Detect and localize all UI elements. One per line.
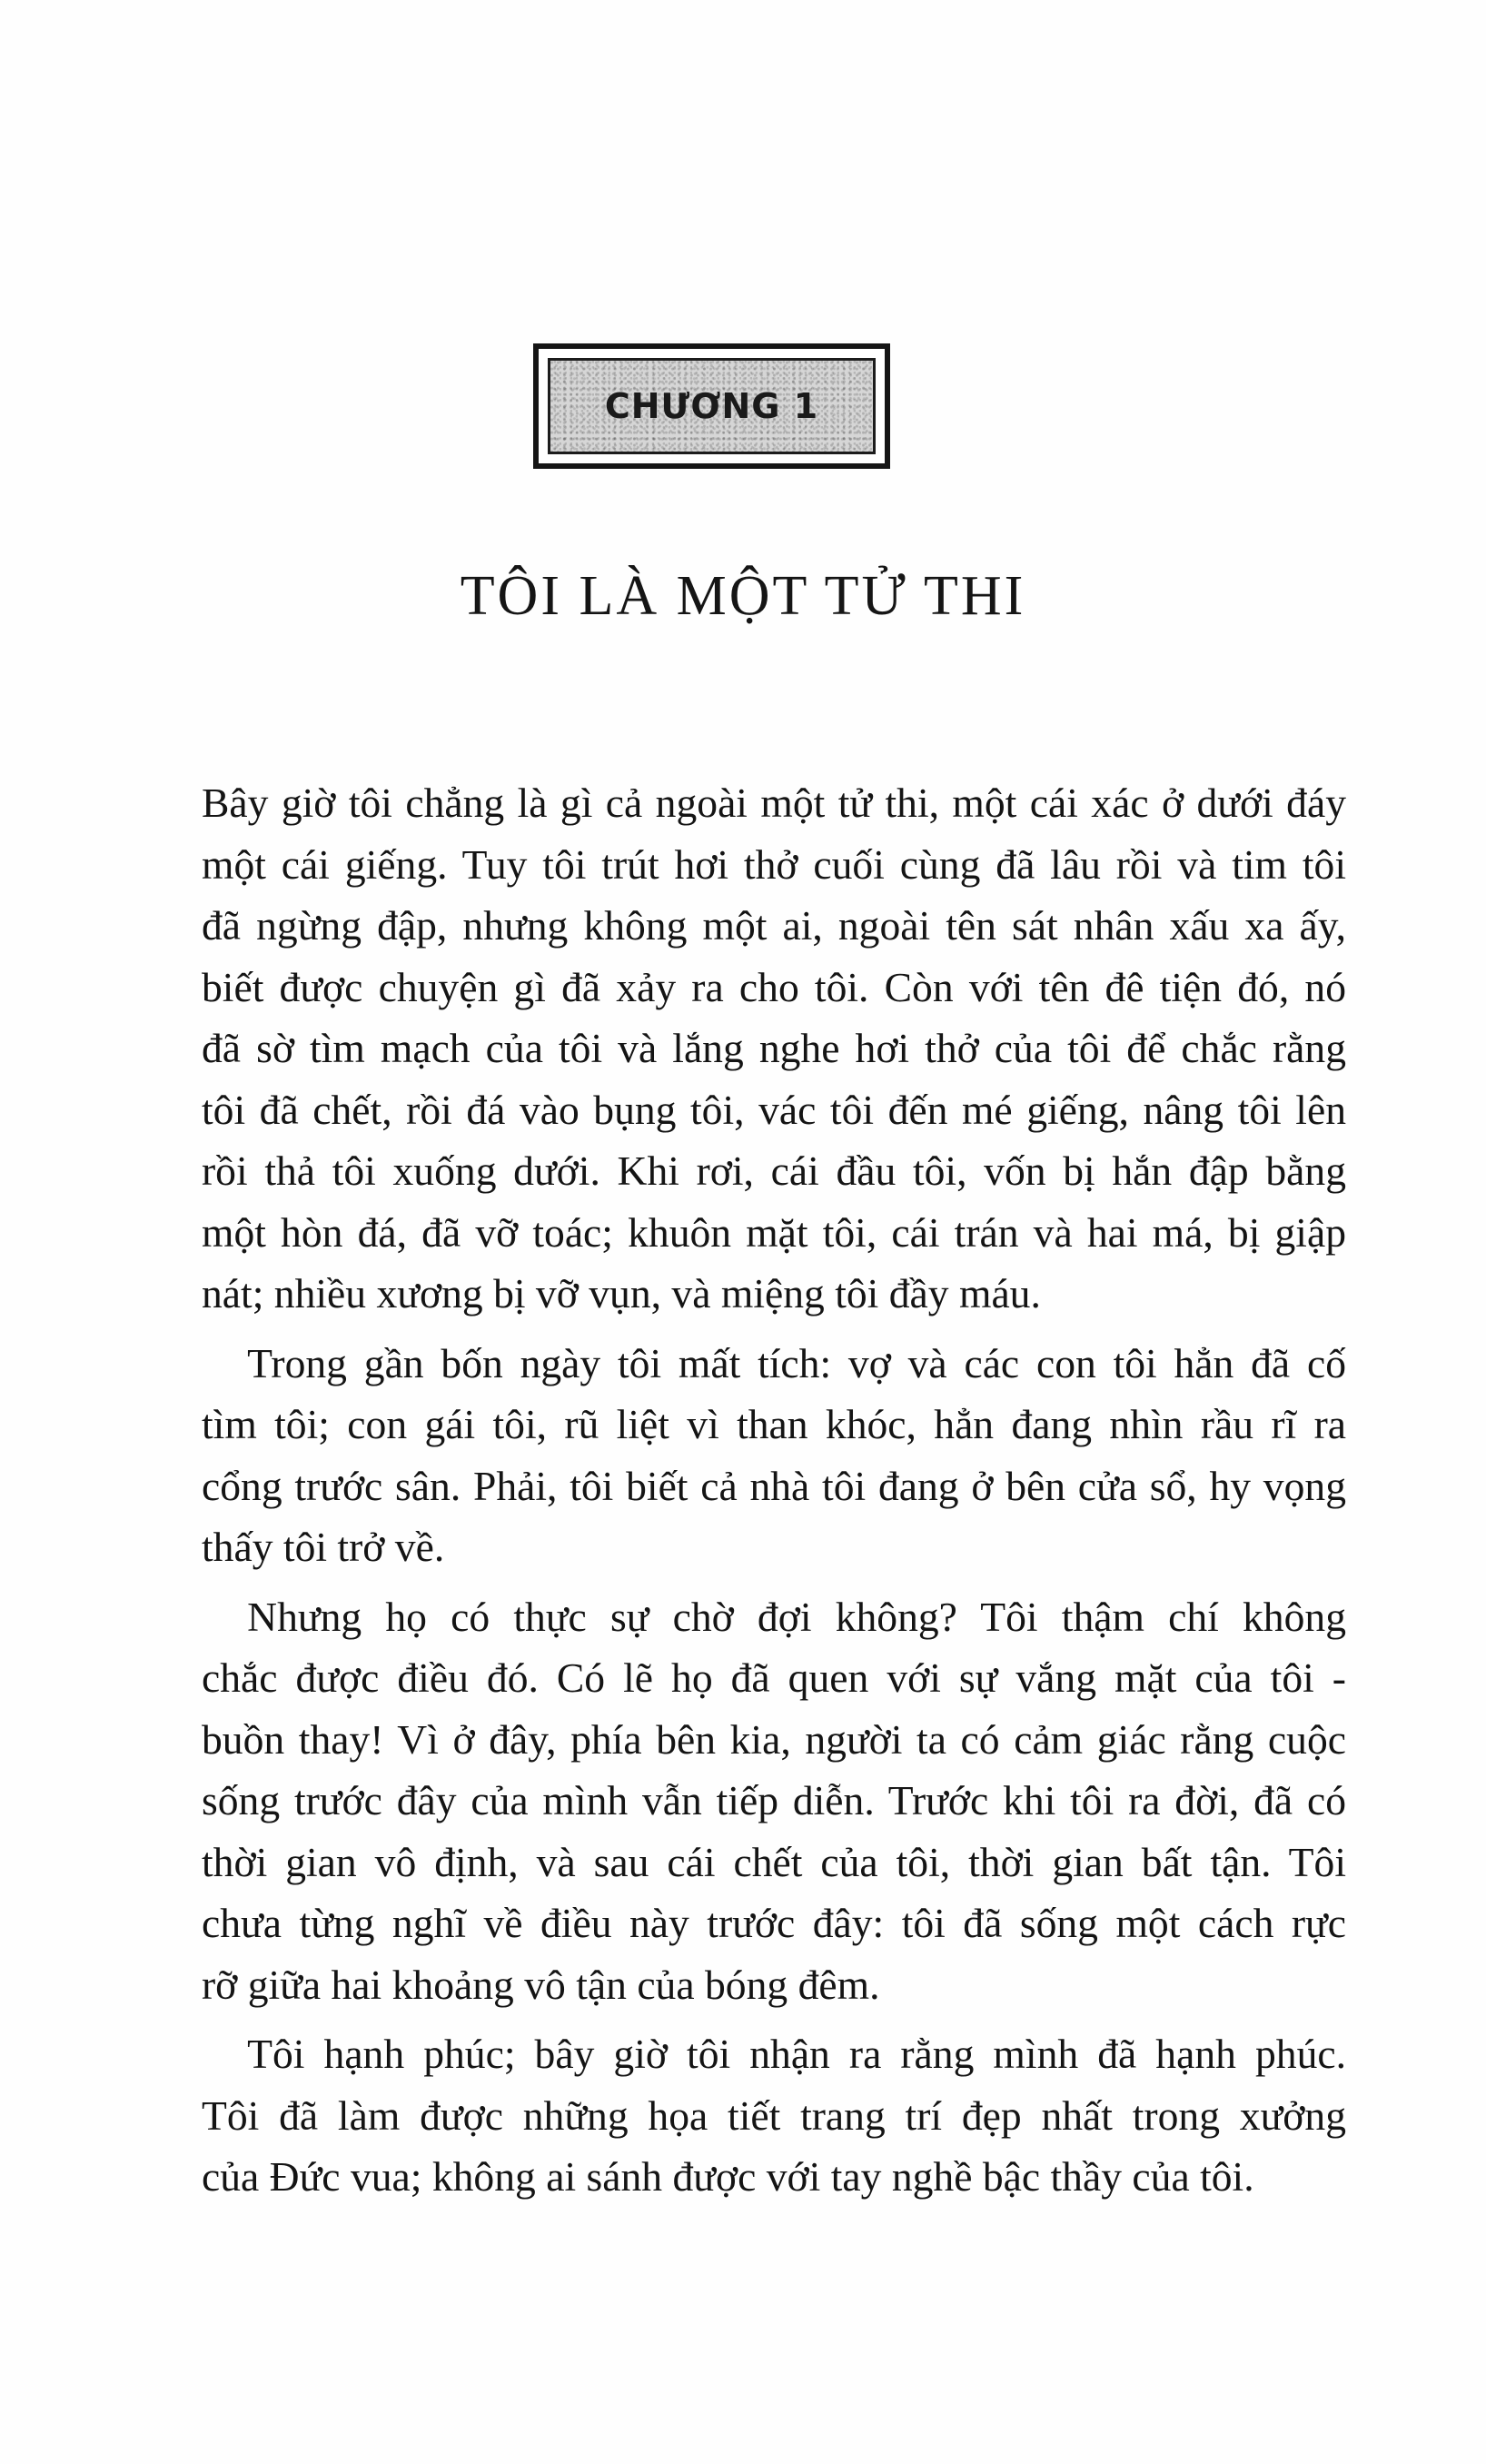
text-line: Trong gần bốn ngày tôi mất tích: vợ và các con tôi hẳn đã cố (247, 1339, 1346, 1386)
paragraph (202, 1586, 1346, 2016)
text-line: rồi thả tôi xuống dưới. Khi rơi, cái đầu tôi, vốn bị hắn đập bằng (202, 1148, 1346, 1194)
text-line: Bây giờ tôi chẳng là gì cả ngoài một tử thi, một cái xác ở dưới đáy (202, 780, 1346, 826)
chapter-label-frame (548, 358, 876, 454)
paragraph (202, 772, 1346, 1325)
text-line: buồn thay! Vì ở đây, phía bên kia, người ta có cảm giác rằng cuộc (202, 1715, 1346, 1763)
text-line: thời gian vô định, và sau cái chết của tôi, thời gian bất tận. Tôi (202, 1838, 1346, 1885)
text-line: biết được chuyện gì đã xảy ra cho tôi. Còn với tên đê tiện đó, nó (202, 963, 1346, 1010)
chapter-title: TÔI LÀ MỘT TỬ THI (460, 565, 1026, 627)
text-line: thấy tôi trở về. (202, 1524, 445, 1570)
paragraph (202, 2023, 1346, 2208)
text-line: nát; nhiều xương bị vỡ vụn, và miệng tôi đầy máu. (202, 1270, 1041, 1316)
text-line: tìm tôi; con gái tôi, rũ liệt vì than khóc, hẳn đang nhìn rầu rĩ ra (202, 1401, 1346, 1447)
text-line: một hòn đá, đã vỡ toác; khuôn mặt tôi, cái trán và hai má, bị giập (202, 1208, 1346, 1256)
text-line: Tôi hạnh phúc; bây giờ tôi nhận ra rằng mình đã hạnh phúc. (247, 2031, 1346, 2077)
text-line: tôi đã chết, rồi đá vào bụng tôi, vác tôi đến mé giếng, nâng tôi lên (202, 1086, 1346, 1133)
paragraph (202, 1333, 1346, 1578)
text-line: cổng trước sân. Phải, tôi biết cả nhà tôi đang ở bên cửa sổ, hy vọng (202, 1462, 1346, 1509)
text-line: Nhưng họ có thực sự chờ đợi không? Tôi thậm chí không (247, 1593, 1346, 1640)
text-line: rỡ giữa hai khoảng vô tận của bóng đêm. (202, 1961, 880, 2008)
chapter-label-box (533, 343, 890, 469)
text-line: chưa từng nghĩ về điều này trước đây: tôi đã sống một cách rực (202, 1900, 1346, 1946)
chapter-label: CHƯƠNG 1 (604, 386, 819, 426)
text-line: sống trước đây của mình vẫn tiếp diễn. Trước khi tôi ra đời, đã có (202, 1777, 1346, 1823)
text-line: của Đức vua; không ai sánh được với tay nghề bậc thầy của tôi. (202, 2153, 1254, 2200)
text-line: một cái giếng. Tuy tôi trút hơi thở cuối cùng đã lâu rồi và tim tôi (202, 840, 1346, 888)
text-line: đã sờ tìm mạch của tôi và lắng nghe hơi thở của tôi để chắc rằng (202, 1025, 1346, 1071)
text-line: đã ngừng đập, nhưng không một ai, ngoài tên sát nhân xấu xa ấy, (202, 902, 1346, 949)
chapter-body-text (202, 772, 1346, 2216)
text-line: chắc được điều đó. Có lẽ họ đã quen với sự vắng mặt của tôi - (202, 1654, 1346, 1701)
text-line: Tôi đã làm được những họa tiết trang trí đẹp nhất trong xưởng (202, 2091, 1346, 2139)
